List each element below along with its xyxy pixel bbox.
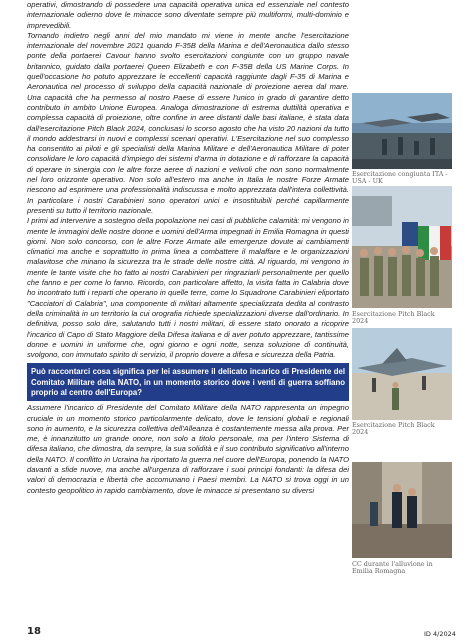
body-paragraph: operativi, dimostrando di possedere una capacità operativa unica ed essenziale nel contesto internazionale odierno dove le minacce sono diventate sempre più multiformi, multi-dominio e imprevedibili. xyxy=(27,0,349,30)
issue-label: ID 4/2024 xyxy=(424,630,456,638)
photo-flood-emilia-romagna xyxy=(352,462,452,558)
interview-answer: Assumere l'incarico di Presidente del Comitato Militare della NATO rappresenta un impegno cruciale in un momento storico particolarmente delicato, dove le tensioni globali e regionali sono in aumento, e la sicurezza collettiva dell'Alleanza è costantemente messa alla prova. Per me, è innanzitutto un grande onore, non solo a titolo personale, ma per l'intero Sistema di difesa italiano, che dimostra, da sempre, la sua solidità e il suo contributo significativo all'interno della NATO. Il conflitto in Ucraina ha riportato la guerra nel cuore dell'Europa, ponendo la NATO davanti a sfide nuove, ma anche all'urgenza di rafforzare i suoi principi fondanti: la difesa dei valori di democrazia e libertà che accomunano i Paesi membri. La NATO si trova oggi in un contesto geopolitico in rapido cambiamento, dove le minacce si presentano su diversi xyxy=(27,403,349,495)
photo-caption: Esercitazione Pitch Black 2024 xyxy=(352,421,435,437)
page-number: 18 xyxy=(27,626,41,637)
photo-carrier-exercise xyxy=(352,93,452,169)
photo-pitch-black-aircraft xyxy=(352,328,452,420)
photo-caption: Esercitazione Pitch Black 2024 xyxy=(352,310,435,326)
photo-caption: CC durante l'alluvione in Emilia Romagna xyxy=(352,560,433,576)
photo-pitch-black-group xyxy=(352,186,452,308)
body-paragraph: Tornando indietro negli anni del mio mandato mi viene in mente anche l'esercitazione internazionale del novembre 2021 quando F-35B della Marina e dell'Aeronautica dallo stesso ponte della portaerei Cavour hanno svolto esercitazioni congiunte con un gruppo navale britannico, guidato dalla portaerei Queen Elizabeth e con F-35B della US Marine Corps. In quell'occasione ho potuto apprezzare le eccellenti capacità raggiunte dagli F-35 di Marina e Aeronautica nel processo di sviluppo della capacità nazionale di proiezione aerea dal mare. Una capacità che ha permesso al nostro Paese di essere l'unico in grado di garantire detto contributo in ambito Unione Europea. Analoga dimostrazione di estrema duttilità operativa e complessa capacità di proiezione, oltre confine in aree distanti dalle basi italiane, è stata data dall'esercitazione Pitch Black 2024, conclusasi lo scorso agosto che ha visto 20 nazioni da tutto il mondo addestrarsi in nuovi e complessi scenari operativi. L'Esercitazione nel suo complesso ha consentito ai piloti e gli specialisti della Marina Militare e dell'Aeronautica Militare di poter consolidare le loro capacità d'impiego dei sistemi d'arma in dotazione e di rafforzare la capacità di operare in sinergia con le altre forze aeree di nazioni e velivoli che non sono normalmente nel loro orizzonte operativo. Non solo all'estero ma anche in Italia le nostre Forze Armate riescono ad esprimere una professionalità indiscussa e molto apprezzata dall'intera collettività. In particolare i nostri Carabinieri sono operatori unici e insostituibili perché capillarmente presenti su tutto il territorio nazionale. xyxy=(27,30,349,215)
article-body xyxy=(27,0,349,496)
photo-caption: Esercitazione congiunta ITA - USA - UK xyxy=(352,170,448,186)
interview-question: Può raccontarci cosa significa per lei assumere il delicato incarico di Presidente del Comitato Militare della NATO, in un momento storico dove i venti di guerra soffiano proprio al centro dell'Europa? xyxy=(27,363,349,401)
body-paragraph: I primi ad intervenire a sostegno della popolazione nei casi di pubbliche calamità: mi vengono in mente le immagini delle nostre donne e uomini dell'Arma impegnati in Emilia Romagna in questi giorni. Non solo concorso, con le altre Forze Armate alle emergenze dovute ai cambiamenti climatici ma anche e soprattutto in prima linea a combattere il malaffare e le organizzazioni malavitose che minano la sicurezza tra le strade delle nostre città. Al riguardo, mi vengono in mente le tante visite che ho fatto ai nostri Carabinieri per ringraziarli personalmente per quello che fanno e per come lo fanno. Ricordo, con particolare affetto, la visita fatta in Calabria dove ho incontrato tutti i reparti che operano in quelle terre, come lo Squadrone Carabinieri eliportato "Cacciatori di Calabria", una componente di militari altamente specializzata dedita al contrasto della criminalità in un territorio la cui orografia richiede specializzazioni diverse dall'ordinario. In definitiva, posso solo dire, salutando tutti i nostri militari, di essere stato onorato a ricoprire l'incarico di Capo di Stato Maggiore della Difesa italiana e di aver potuto apprezzare, tantissime donne e uomini in uniforme che, ogni giorno e ogni notte, senza soluzione di continuità, svolgono, con immutato spirito di servizio, il proprio dovere a difesa e sicurezza della Patria. xyxy=(27,216,349,360)
